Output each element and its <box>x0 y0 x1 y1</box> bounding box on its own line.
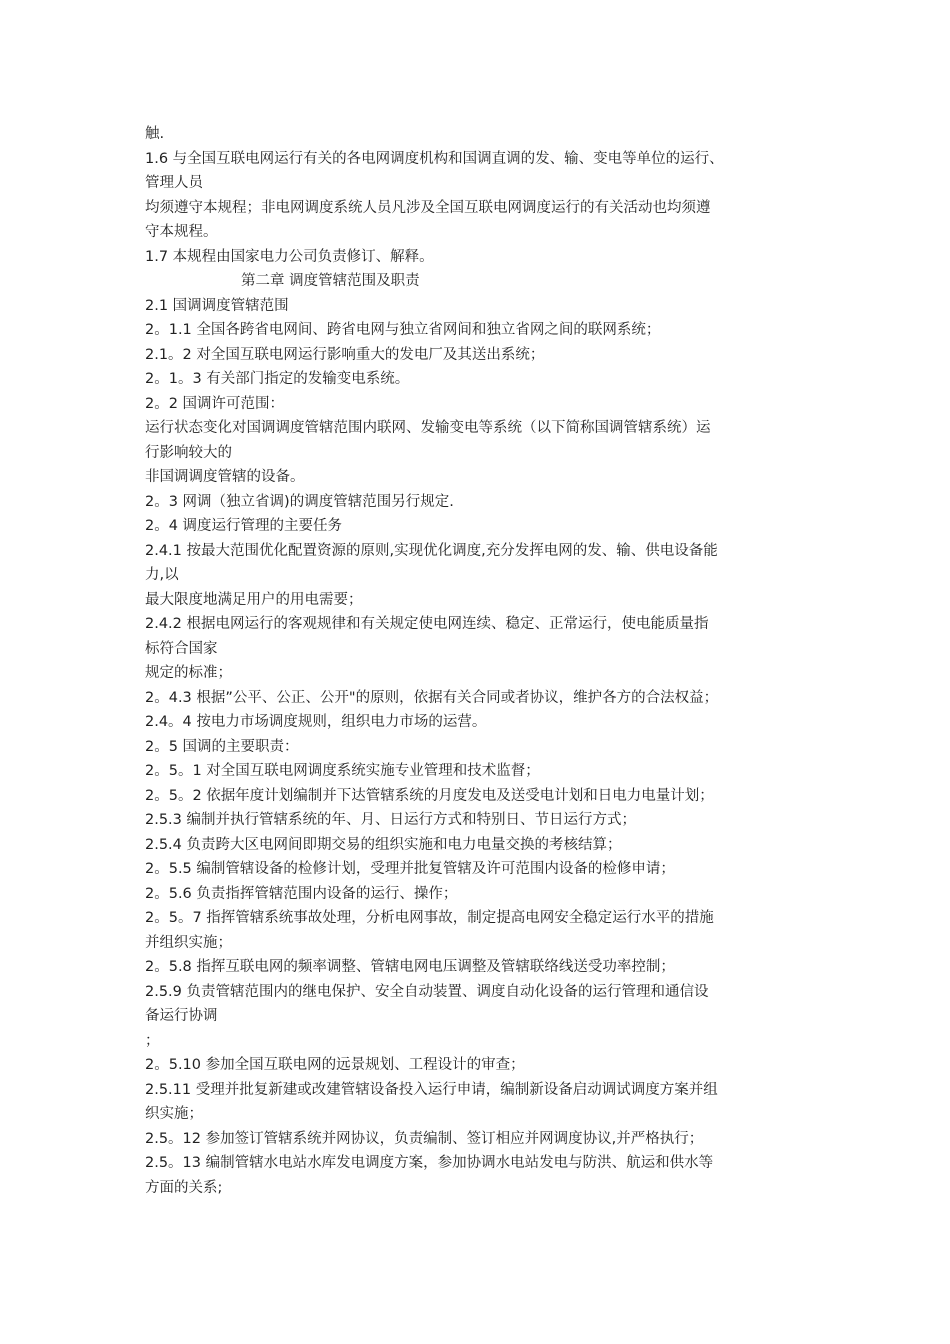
text-line: 2.5.4 负责跨大区电网间即期交易的组织实施和电力电量交换的考核结算； <box>145 836 622 853</box>
text-line: 2。4 调度运行管理的主要任务 <box>145 518 343 534</box>
text-line: 管理人员 <box>145 175 203 191</box>
text-line: 2。5.6 负责指挥管辖范围内设备的运行、操作； <box>145 885 458 902</box>
text-line: 2.4.2 根据电网运行的客观规律和有关规定使电网连续、稳定、正常运行，使电能质量指 <box>145 616 709 632</box>
text-line: 1.6 与全国互联电网运行有关的各电网调度机构和国调直调的发、输、变电等单位的运行、 <box>145 150 724 167</box>
text-line: 2.5.3 编制并执行管辖系统的年、月、日运行方式和特别日、节日运行方式； <box>145 812 637 828</box>
text-line: 运行状态变化对国调调度管辖范围内联网、发输变电等系统（以下简称国调管辖系统）运 <box>145 420 711 436</box>
text-line: 2。1.1 全国各跨省电网间、跨省电网与独立省网间和独立省网之间的联网系统； <box>145 322 661 338</box>
text-line: 触. <box>145 126 165 142</box>
text-line: 2。5。7 指挥管辖系统事故处理，分析电网事故，制定提高电网安全稳定运行水平的措施 <box>145 910 714 926</box>
document-page <box>145 122 825 1200</box>
text-line: 2。5。1 对全国互联电网调度系统实施专业管理和技术监督； <box>145 763 540 779</box>
text-line: 最大限度地满足用户的用电需要； <box>145 591 363 608</box>
text-line: 2。5 国调的主要职责： <box>145 738 299 755</box>
text-line: 行影响较大的 <box>145 444 232 461</box>
text-line: 非国调调度管辖的设备。 <box>145 469 305 485</box>
text-line: 2.4。4 按电力市场调度规则，组织电力市场的运营。 <box>145 714 487 730</box>
text-line: 2。5.8 指挥互联电网的频率调整、管辖电网电压调整及管辖联络线送受功率控制； <box>145 959 675 975</box>
text-line: 2。2 国调许可范围： <box>145 395 285 412</box>
text-line: 备运行协调 <box>145 1008 218 1024</box>
text-line: 2。5。2 依据年度计划编制并下达管辖系统的月度发电及送受电计划和日电力电量计划； <box>145 787 714 804</box>
text-line: 2。4.3 根据”公平、公正、公开"的原则，依据有关合同或者协议，维护各方的合法权益； <box>145 689 719 706</box>
text-line: 2.5。13 编制管辖水电站水库发电调度方案，参加协调水电站发电与防洪、航运和供水等 <box>145 1155 714 1171</box>
text-line: 2。1。3 有关部门指定的发输变电系统。 <box>145 371 410 387</box>
text-line: 2.4.1 按最大范围优化配置资源的原则,实现优化调度,充分发挥电网的发、输、供电设备能 <box>145 542 718 559</box>
text-line: 2。3 网调（独立省调)的调度管辖范围另行规定. <box>145 493 454 510</box>
text-line: 方面的关系; <box>145 1179 223 1196</box>
text-line: 2.5。12 参加签订管辖系统并网协议，负责编制、签订相应并网调度协议,并严格执行； <box>145 1130 704 1147</box>
text-line: 织实施； <box>145 1106 203 1122</box>
text-line: ； <box>145 1032 160 1049</box>
text-line: 2.1。2 对全国互联电网运行影响重大的发电厂及其送出系统； <box>145 346 545 363</box>
text-line: 并组织实施； <box>145 934 232 951</box>
text-line: 2.5.9 负责管辖范围内的继电保护、安全自动装置、调度自动化设备的运行管理和通信设 <box>145 983 709 1000</box>
text-line: 规定的标准； <box>145 665 232 681</box>
text-line: 2.1 国调调度管辖范围 <box>145 297 289 314</box>
text-line: 2.5.11 受理并批复新建或改建管辖设备投入运行申请，编制新设备启动调试调度方案并组 <box>145 1081 718 1098</box>
text-line: 力,以 <box>145 567 179 583</box>
text-line: 2。5.5 编制管辖设备的检修计划，受理并批复管辖及许可范围内设备的检修申请； <box>145 861 675 877</box>
chapter-heading: 第二章 调度管辖范围及职责 <box>241 273 420 289</box>
text-line: 1.7 本规程由国家电力公司负责修订、解释。 <box>145 248 434 265</box>
text-line: 2。5.10 参加全国互联电网的远景规划、工程设计的审查； <box>145 1057 525 1073</box>
text-line: 均须遵守本规程；非电网调度系统人员凡涉及全国互联电网调度运行的有关活动也均须遵 <box>145 199 711 216</box>
text-line: 标符合国家 <box>145 640 218 657</box>
text-line: 守本规程。 <box>145 224 218 240</box>
